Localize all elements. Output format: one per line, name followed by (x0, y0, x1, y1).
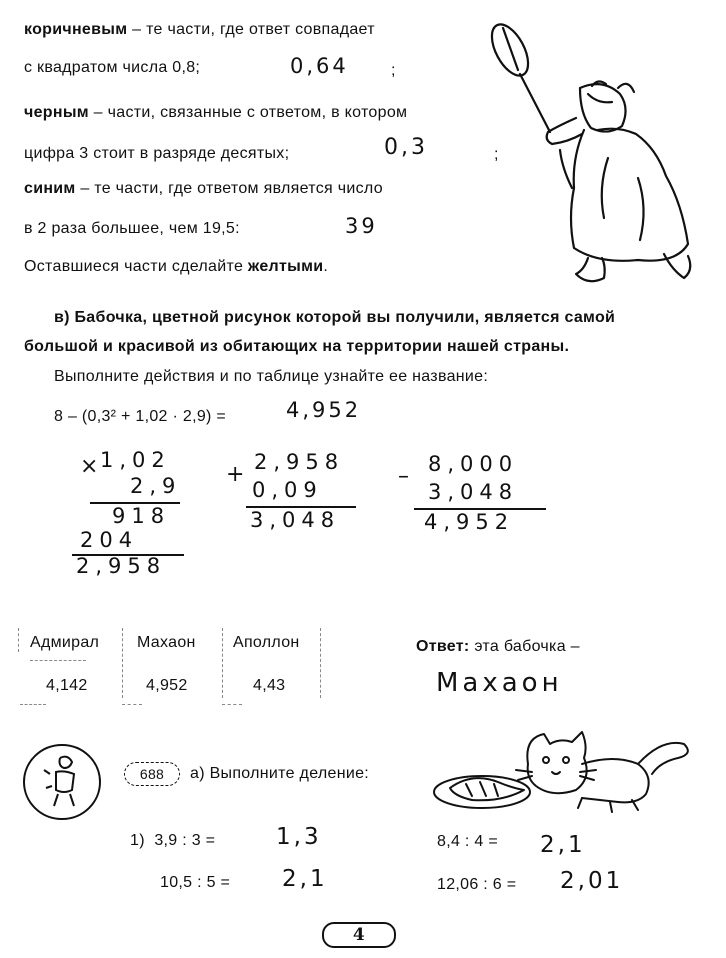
rule-blue-line2: в 2 раза большее, чем 19,5: (24, 220, 240, 237)
task-item-1-answer: 2,1 (282, 866, 328, 892)
task-number-badge: 688 (124, 762, 180, 786)
butterfly-catcher-illustration (488, 8, 713, 300)
calc1-sign: × (80, 454, 102, 479)
calc3-result: 4,952 (424, 510, 515, 534)
calc1-a: 1,02 (100, 448, 171, 472)
expression: 8 – (0,3² + 1,02 · 2,9) = (54, 408, 227, 425)
calc2-b: 0,09 (252, 478, 323, 502)
color-word-brown: коричневым (24, 21, 128, 38)
rule-yellow-end: . (323, 258, 329, 275)
rule-blue-text: – те части, где ответом является число (75, 180, 383, 197)
calc1-p1: 918 (112, 504, 171, 528)
part-v-line1: в) Бабочка, цветной рисунок которой вы получили, является самой (54, 309, 616, 326)
calc2-sign: + (226, 462, 248, 487)
calc1-result: 2,958 (76, 554, 167, 578)
answer-brown: 0,64 (290, 54, 349, 78)
task-item-0-answer: 1,3 (276, 824, 322, 850)
table-value-0: 4,142 (46, 677, 88, 694)
task-item-1-expr: 10,5 : 5 = (160, 874, 231, 891)
task-item-2-expr: 8,4 : 4 = (437, 833, 498, 850)
task-item-3-answer: 2,01 (560, 868, 624, 894)
color-word-black: черным (24, 104, 89, 121)
table-bottom-dash-1 (20, 704, 46, 705)
calc1-p2: 204 (80, 528, 139, 552)
table-value-2: 4,43 (253, 677, 286, 694)
calc1-b: 2,9 (130, 474, 182, 498)
answer-blue: 39 (345, 214, 378, 238)
table-value-1: 4,952 (146, 677, 188, 694)
part-v-line3: Выполните действия и по таблице узнайте ее название: (54, 368, 489, 385)
task-item-3-expr: 12,06 : 6 = (437, 876, 517, 893)
rule-blue-line1 (24, 180, 383, 198)
table-right-border (320, 628, 321, 698)
page-number: 4 (322, 922, 396, 948)
table-divider-2 (222, 628, 223, 698)
answer-label: Ответ: (416, 638, 470, 655)
table-name-0: Адмирал (30, 634, 100, 651)
table-divider-1 (122, 628, 123, 698)
table-left-border (18, 628, 19, 652)
rule-black-text: – части, связанные с ответом, в котором (88, 104, 408, 121)
table-name-1: Махаон (137, 634, 196, 651)
part-v-line2: большой и красивой из обитающих на территории нашей страны. (24, 338, 570, 355)
task-item-0-label: 1) (130, 832, 145, 849)
table-name-2: Аполлон (233, 634, 300, 651)
rule-brown-end: ; (391, 62, 396, 79)
rule-black-line2: цифра 3 стоит в разряде десятых; (24, 145, 290, 162)
task-circle-icon (20, 742, 104, 822)
answer-handwritten: Махаон (436, 668, 563, 698)
rule-black-end: ; (494, 146, 499, 163)
calc2-result: 3,048 (250, 508, 341, 532)
calc3-sign: – (398, 464, 412, 489)
task-item-2-answer: 2,1 (540, 832, 586, 858)
task-item-0 (130, 832, 215, 850)
table-bottom-dash-3 (222, 704, 242, 705)
calc3-a: 8,000 (428, 452, 519, 476)
rule-black-line1 (24, 104, 407, 122)
task-item-0-expr: 3,9 : 3 = (154, 832, 216, 849)
color-word-blue: синим (24, 180, 76, 197)
table-row-divider (30, 660, 86, 661)
cat-illustration (432, 724, 704, 820)
answer-black: 0,3 (384, 135, 428, 160)
answer-text: эта бабочка – (474, 638, 580, 655)
rule-yellow-text: Оставшиеся части сделайте (24, 258, 248, 275)
rule-brown-line1 (24, 21, 375, 39)
task-title: а) Выполните деление: (190, 765, 370, 782)
calc2-a: 2,958 (254, 450, 345, 474)
rule-brown-line2: с квадратом числа 0,8; (24, 59, 201, 76)
expression-answer: 4,952 (286, 398, 362, 422)
answer-line (416, 638, 580, 656)
calc3-b: 3,048 (428, 480, 519, 504)
rule-brown-text: – те части, где ответ совпадает (127, 21, 375, 38)
color-word-yellow: желтыми (247, 258, 324, 275)
rule-yellow (24, 258, 328, 276)
table-bottom-dash-2 (122, 704, 142, 705)
